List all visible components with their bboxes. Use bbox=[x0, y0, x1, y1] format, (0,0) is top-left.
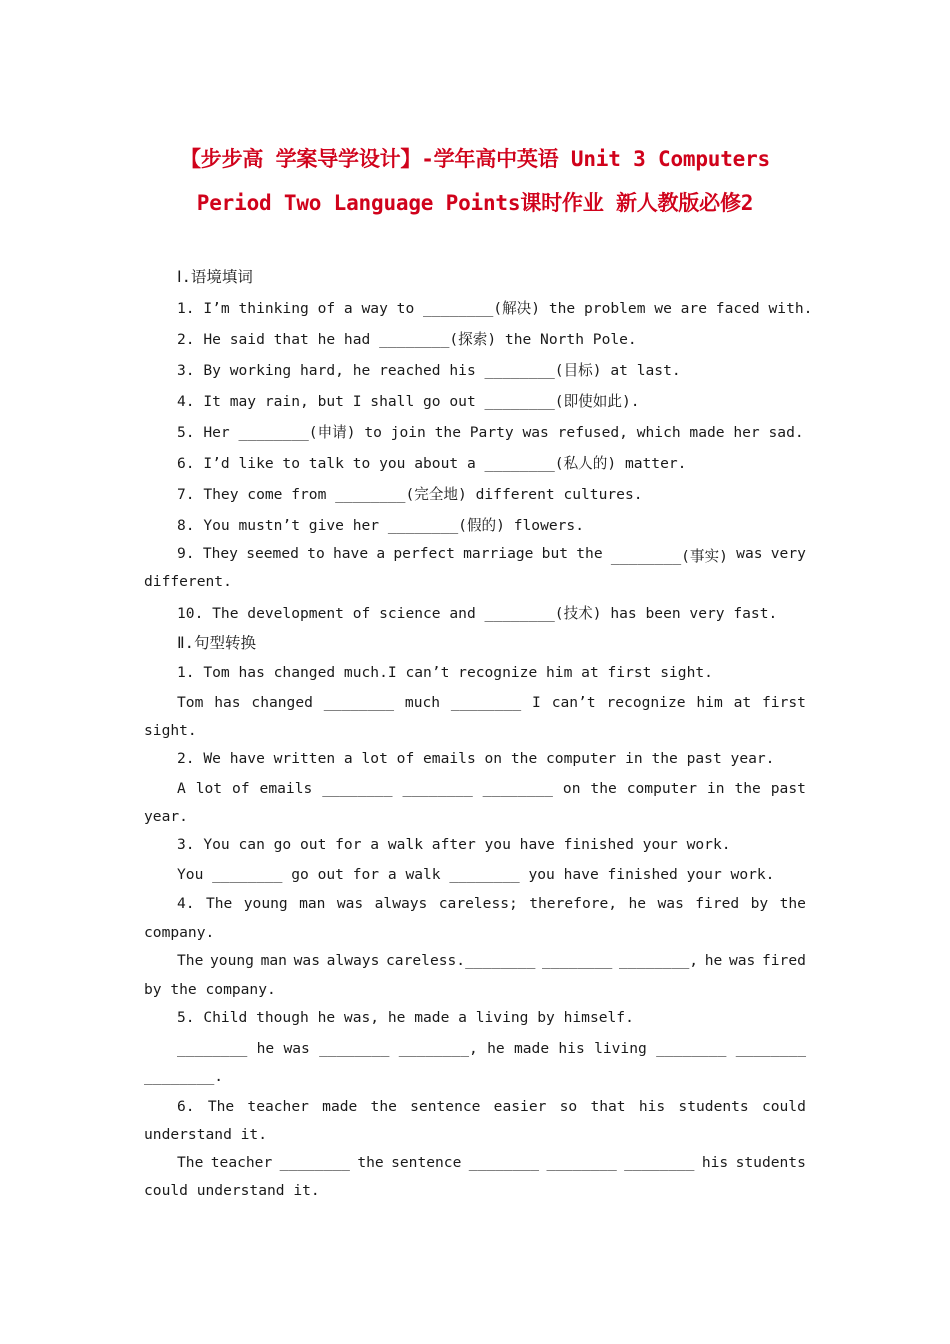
word: the bbox=[357, 1154, 384, 1171]
word: ________ bbox=[450, 694, 522, 711]
word: much bbox=[404, 694, 441, 711]
transform-original-line-1 bbox=[177, 895, 806, 912]
word: him bbox=[696, 694, 723, 711]
word: recognize bbox=[606, 694, 686, 711]
word: students bbox=[678, 1098, 749, 1115]
exercise-item: 4. It may rain, but I shall go out ________(即使如此). bbox=[177, 393, 640, 410]
word: ________ bbox=[468, 1154, 540, 1171]
word: marriage bbox=[463, 545, 534, 562]
word: a bbox=[376, 545, 386, 562]
word: by bbox=[750, 895, 769, 912]
word: made bbox=[322, 1098, 358, 1115]
word: always bbox=[374, 895, 428, 912]
word: ________ bbox=[402, 780, 473, 797]
word: the bbox=[590, 780, 617, 797]
word: was bbox=[736, 545, 763, 562]
word: was bbox=[336, 895, 364, 912]
word: his bbox=[701, 1154, 729, 1171]
word: 6. bbox=[177, 1098, 195, 1115]
word: lot bbox=[195, 780, 223, 797]
word: easier bbox=[493, 1098, 547, 1115]
word: ________, bbox=[619, 952, 699, 969]
word: fired bbox=[761, 952, 806, 969]
word: could bbox=[761, 1098, 806, 1115]
word: emails bbox=[259, 780, 313, 797]
word: he bbox=[256, 1040, 275, 1057]
word: past bbox=[770, 780, 806, 797]
exercise-item: 8. You mustn’t give her ________(假的) flowers. bbox=[177, 517, 584, 534]
word: perfect bbox=[393, 545, 455, 562]
word: can’t bbox=[551, 694, 596, 711]
word: The bbox=[205, 895, 233, 912]
word: he bbox=[704, 952, 723, 969]
transform-answer-line-1 bbox=[177, 780, 806, 797]
section-1-heading: Ⅰ.语境填词 bbox=[177, 268, 253, 286]
word: teacher bbox=[247, 1098, 309, 1115]
word: his bbox=[558, 1040, 585, 1057]
transform-answer-line-1 bbox=[177, 1154, 806, 1171]
word: seemed bbox=[246, 545, 299, 562]
word: changed bbox=[251, 694, 313, 711]
word: the bbox=[779, 895, 806, 912]
word: the bbox=[576, 545, 603, 562]
transform-answer: You ________ go out for a walk ________ you have finished your work. bbox=[177, 866, 775, 883]
word: ________ bbox=[624, 1154, 695, 1171]
word: in bbox=[706, 780, 725, 797]
transform-original: 5. Child though he was, he made a living by himself. bbox=[177, 1009, 634, 1026]
word: made bbox=[513, 1040, 550, 1057]
transform-answer-line-1 bbox=[177, 952, 806, 969]
word: ________ bbox=[177, 1040, 248, 1057]
exercise-item-9-line-2: different. bbox=[144, 573, 232, 590]
word: ________ bbox=[322, 780, 393, 797]
word: on bbox=[562, 780, 581, 797]
document-title-line-2: Period Two Language Points课时作业 新人教版必修2 bbox=[196, 191, 754, 215]
word: 9. bbox=[177, 545, 195, 562]
transform-answer-line-2: could understand it. bbox=[144, 1182, 320, 1199]
word: I bbox=[532, 694, 541, 711]
word: his bbox=[638, 1098, 666, 1115]
word: ________, bbox=[398, 1040, 478, 1057]
transform-original: 3. You can go out for a walk after you have finished your work. bbox=[177, 836, 731, 853]
word: was bbox=[283, 1040, 310, 1057]
transform-answer-line-2: sight. bbox=[144, 722, 197, 739]
transform-answer-line-2: by the company. bbox=[144, 981, 276, 998]
word: to bbox=[307, 545, 325, 562]
word: ________ bbox=[735, 1040, 806, 1057]
word: ________ bbox=[323, 694, 395, 711]
word: was bbox=[657, 895, 684, 912]
exercise-item: 1. I’m thinking of a way to ________(解决) the problem we are faced with. bbox=[177, 300, 813, 317]
word: so bbox=[559, 1098, 578, 1115]
exercise-item: 2. He said that he had ________(探索) the North Pole. bbox=[177, 331, 637, 348]
transform-original: 1. Tom has changed much.I can’t recognize him at first sight. bbox=[177, 664, 713, 681]
word: man bbox=[299, 895, 326, 912]
word: he bbox=[487, 1040, 505, 1057]
word: first bbox=[762, 694, 806, 711]
word: ________(事实) bbox=[610, 548, 728, 565]
transform-answer-line-2: year. bbox=[144, 808, 188, 825]
word: the bbox=[370, 1098, 397, 1115]
word: has bbox=[214, 694, 241, 711]
word: sentence bbox=[410, 1098, 481, 1115]
transform-original-line-2: understand it. bbox=[144, 1126, 268, 1143]
word: ________ bbox=[482, 780, 553, 797]
word: computer bbox=[626, 780, 698, 797]
word: was bbox=[728, 952, 756, 969]
word: 4. bbox=[177, 895, 195, 912]
transform-original: 2. We have written a lot of emails on the computer in the past year. bbox=[177, 750, 775, 767]
transform-original-line-1 bbox=[177, 1098, 806, 1115]
word: the bbox=[734, 780, 761, 797]
exercise-item-9-line-1 bbox=[177, 545, 806, 566]
transform-answer-line-1 bbox=[177, 694, 806, 711]
word: fired bbox=[695, 895, 740, 912]
word: man bbox=[260, 952, 287, 969]
exercise-item: 6. I’d like to talk to you about a ________(私人的) matter. bbox=[177, 455, 687, 472]
word: ________ bbox=[279, 1154, 350, 1171]
exercise-item: 3. By working hard, he reached his ________(目标) at last. bbox=[177, 362, 681, 379]
word: but bbox=[541, 545, 569, 562]
word: sentence bbox=[391, 1154, 462, 1171]
word: young bbox=[243, 895, 288, 912]
word: that bbox=[590, 1098, 626, 1115]
word: ________ bbox=[546, 1154, 617, 1171]
exercise-item: 5. Her ________(申请) to join the Party was refused, which made her sad. bbox=[177, 424, 804, 441]
word: ________ bbox=[542, 952, 613, 969]
word: ________ bbox=[319, 1040, 390, 1057]
word: A bbox=[177, 780, 186, 797]
word: Tom bbox=[177, 694, 204, 711]
word: at bbox=[733, 694, 752, 711]
word: living bbox=[594, 1040, 647, 1057]
word: ________ bbox=[656, 1040, 727, 1057]
word: The bbox=[177, 952, 204, 969]
word: The bbox=[207, 1098, 235, 1115]
transform-original-line-2: company. bbox=[144, 924, 215, 941]
word: students bbox=[735, 1154, 806, 1171]
word: always bbox=[326, 952, 380, 969]
word: he bbox=[628, 895, 647, 912]
word: The bbox=[177, 1154, 204, 1171]
exercise-item: 10. The development of science and ________(技术) has been very fast. bbox=[177, 605, 778, 622]
word: young bbox=[210, 952, 254, 969]
word: They bbox=[202, 545, 238, 562]
word: careless.________ bbox=[386, 952, 536, 969]
section-2-heading: Ⅱ.句型转换 bbox=[177, 634, 256, 652]
document-title-line-1: 【步步高 学案导学设计】-学年高中英语 Unit 3 Computers bbox=[179, 147, 771, 171]
transform-answer-line-2: ________. bbox=[144, 1068, 224, 1085]
word: teacher bbox=[210, 1154, 273, 1171]
word: very bbox=[770, 545, 806, 562]
word: of bbox=[232, 780, 250, 797]
word: careless; bbox=[438, 895, 518, 912]
word: was bbox=[293, 952, 320, 969]
exercise-item: 7. They come from ________(完全地) different cultures. bbox=[177, 486, 643, 503]
word: therefore, bbox=[529, 895, 618, 912]
word: have bbox=[332, 545, 369, 562]
transform-answer-line-1 bbox=[177, 1040, 806, 1057]
